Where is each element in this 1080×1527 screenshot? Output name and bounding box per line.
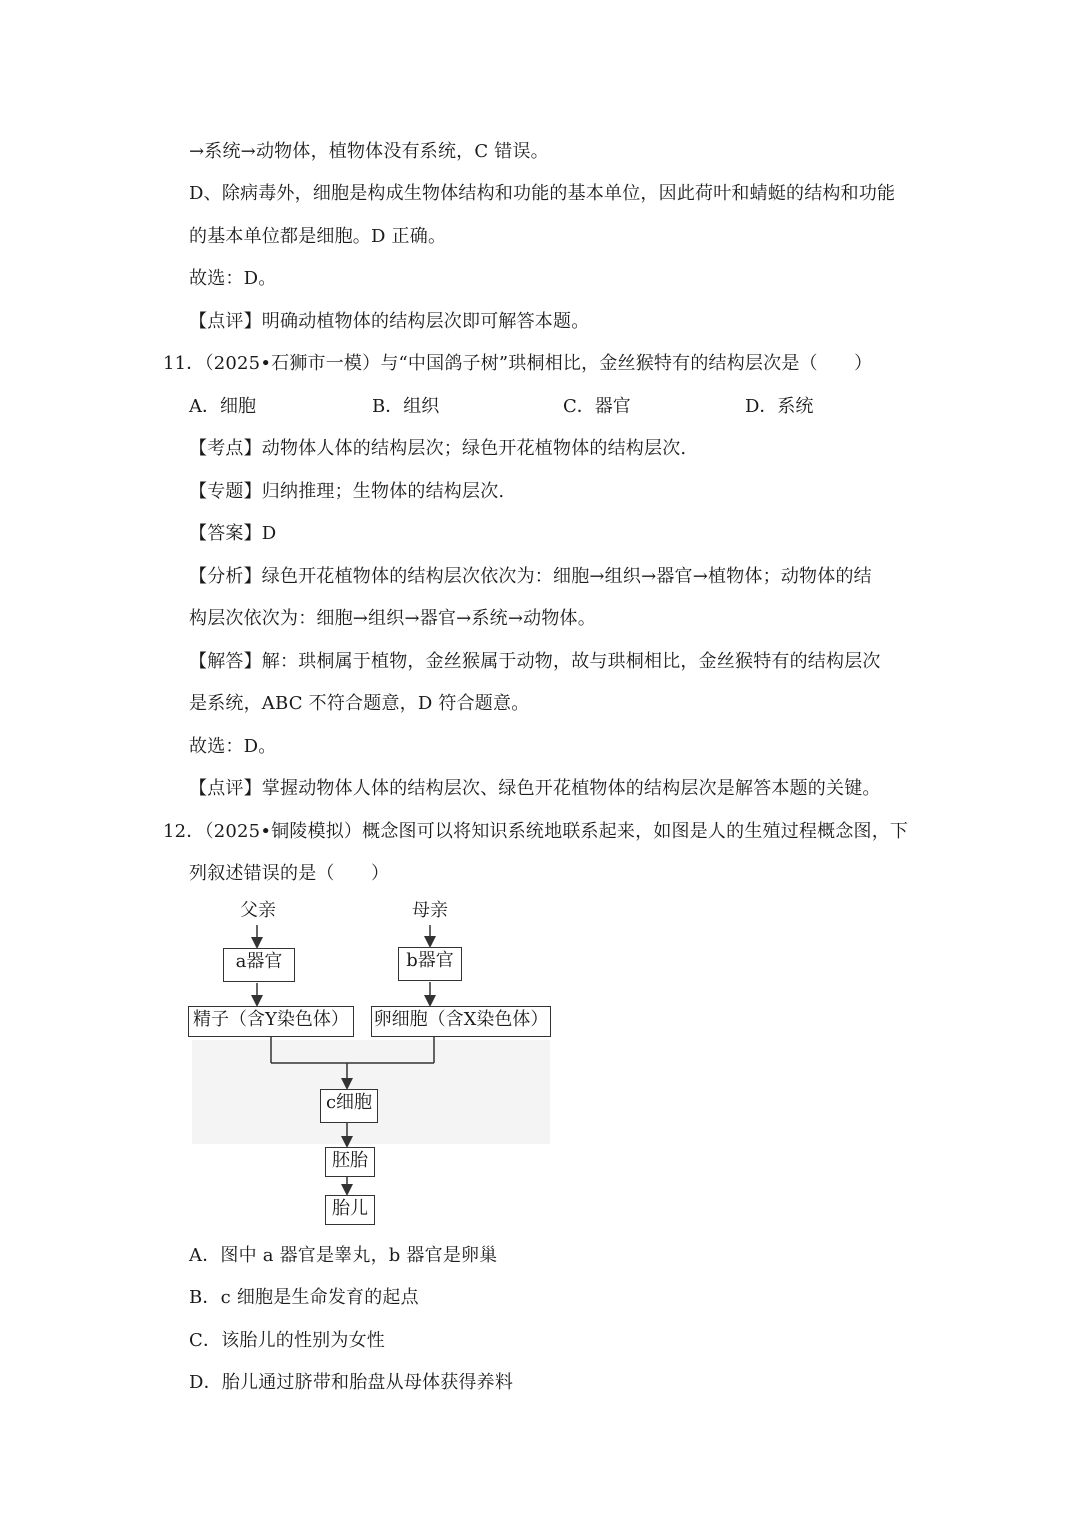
q11-kaodian: 【考点】动物体人体的结构层次；绿色开花植物体的结构层次.	[189, 438, 687, 459]
q11-analysis-2: 构层次依次为：细胞→组织→器官→系统→动物体。	[189, 608, 596, 629]
prev-comment: 【点评】明确动植物体的结构层次即可解答本题。	[189, 311, 590, 332]
q12-option-a: A．图中 a 器官是睾丸，b 器官是卵巢	[189, 1245, 498, 1266]
q11-option-b: B．组织	[372, 396, 440, 417]
q11-solution-1: 【解答】解：珙桐属于植物，金丝猴属于动物，故与珙桐相比，金丝猴特有的结构层次	[189, 651, 881, 672]
q11-stem: 11．（2025•石狮市一模）与“中国鸽子树”珙桐相比，金丝猴特有的结构层次是（ ）	[163, 353, 873, 374]
prev-line-1: →系统→动物体，植物体没有系统，C 错误。	[189, 141, 549, 162]
label-father: 父亲	[240, 900, 276, 921]
box-embryo: 胚胎	[325, 1147, 375, 1177]
box-egg: 卵细胞（含X染色体）	[371, 1006, 551, 1037]
box-cell-c: c细胞	[320, 1089, 378, 1123]
q11-zhuanti: 【专题】归纳推理；生物体的结构层次.	[189, 481, 505, 502]
box-fetus: 胎儿	[325, 1195, 375, 1225]
box-organ-a: a器官	[223, 948, 295, 982]
q11-choice: 故选：D。	[189, 736, 277, 757]
q12-stem-2: 列叙述错误的是（ ）	[189, 863, 390, 884]
prev-choice: 故选：D。	[189, 268, 277, 289]
label-mother: 母亲	[412, 900, 448, 921]
q11-option-d: D．系统	[745, 396, 814, 417]
q12-stem-1: 12．（2025•铜陵模拟）概念图可以将知识系统地联系起来，如图是人的生殖过程概念图，下	[163, 821, 909, 842]
q11-answer: 【答案】D	[189, 523, 277, 544]
q11-option-a: A．细胞	[189, 396, 256, 417]
box-organ-b: b器官	[398, 947, 462, 981]
q12-option-d: D．胎儿通过脐带和胎盘从母体获得养料	[189, 1372, 514, 1393]
box-sperm: 精子（含Y染色体）	[188, 1006, 354, 1037]
q12-option-c: C．该胎儿的性别为女性	[189, 1330, 385, 1351]
q11-solution-2: 是系统，ABC 不符合题意，D 符合题意。	[189, 693, 530, 714]
prev-line-3: 的基本单位都是细胞。D 正确。	[189, 226, 447, 247]
q11-analysis-1: 【分析】绿色开花植物体的结构层次依次为：细胞→组织→器官→植物体；动物体的结	[189, 566, 872, 587]
prev-line-2: D、除病毒外，细胞是构成生物体结构和功能的基本单位，因此荷叶和蜻蜓的结构和功能	[189, 183, 896, 204]
q11-option-c: C．器官	[563, 396, 631, 417]
q12-option-b: B．c 细胞是生命发育的起点	[189, 1287, 419, 1308]
q11-comment: 【点评】掌握动物体人体的结构层次、绿色开花植物体的结构层次是解答本题的关键。	[189, 778, 881, 799]
